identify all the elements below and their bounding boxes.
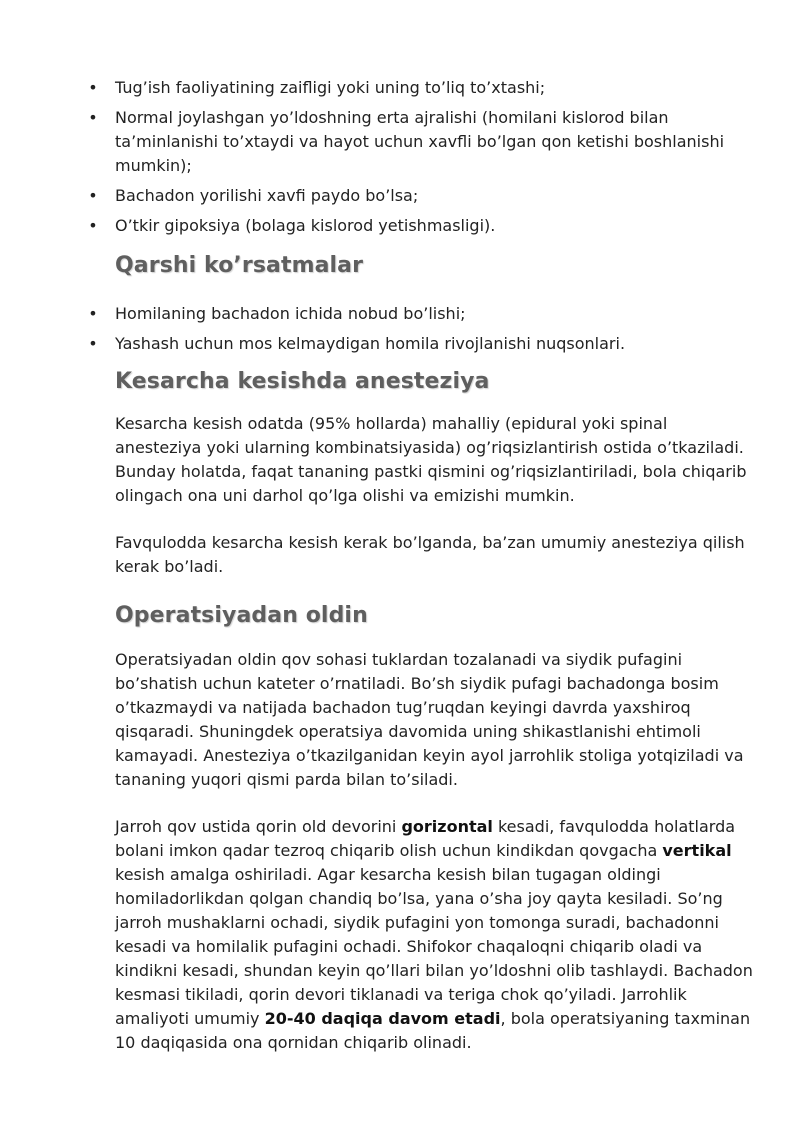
- list-item: [88, 332, 768, 356]
- procedure-text: kesish amalga oshiriladi. Agar kesarcha kesish bilan tugagan oldingi homiladorlikdan qolgan chandiq bo’lsa, yana o’sha joy qayta kesiladi. So’ng jarroh mushaklarni ochadi, siydik pufagini yon tomonga suradi, bachadonni kesadi va homilalik pufagini ochadi. Shifokor chaqaloqni chiqarib oladi va kindikni kesadi, shundan keyin qo’llari bilan yo’ldoshni olib tashlaydi. Bachadon kesmasi tikiladi, qorin devori tiklanadi va teriga chok qo’yiladi. Jarrohlik amaliyoti umumiy: [115, 865, 753, 1028]
- paragraph-anesthesia: Kesarcha kesish odatda (95% hollarda) mahalliy (epidural yoki spinal anesteziya yoki ularning kombinatsiyasida) og’riqsizlantirish ostida o’tkaziladi. Bunday holatda, faqat tananing pastki qismini og’riqsizlantiriladi, bola chiqarib olingach ona uni darhol qo’lga olishi va emizishi mumkin.: [115, 414, 747, 505]
- bullet-icon: •: [88, 186, 98, 205]
- list-item: [88, 106, 768, 178]
- emphasis-duration: 20-40 daqiqa davom etadi: [264, 1009, 501, 1028]
- emphasis-vertical: vertikal: [662, 841, 732, 860]
- section-heading-contraindications: Qarshi ko’rsatmalar: [115, 253, 364, 278]
- list-item-text: Homilaning bachadon ichida nobud bo’lishi;: [115, 304, 466, 323]
- bullet-icon: •: [88, 304, 98, 323]
- bullet-icon: •: [88, 216, 98, 235]
- list-item-text: Normal joylashgan yo’ldoshning erta ajralishi (homilani kislorod bilan ta’minlanishi to’xtaydi va hayot uchun xavfli bo’lgan qon ketishi boshlanishi mumkin);: [115, 108, 725, 175]
- contraindications-list: [88, 302, 768, 362]
- paragraph-preparation: Operatsiyadan oldin qov sohasi tuklardan tozalanadi va siydik pufagini bo’shatish uchun kateter o’rnatiladi. Bo’sh siydik pufagi bachadonga bosim o’tkazmaydi va natijada bachadon tug’ruqdan keyingi davrda yaxshiroq qisqaradi. Shuningdek operatsiya davomida uning shikastlanishi ehtimoli kamayadi. Anesteziya o’tkazilganidan keyin ayol jarrohlik stoliga yotqiziladi va tananing yuqori qismi parda bilan to’siladi.: [115, 650, 744, 789]
- list-item: [88, 76, 768, 100]
- procedure-text: , bola operatsiyaning taxminan 10 daqiqasida ona qornidan chiqarib olinadi.: [115, 1009, 751, 1052]
- list-item: [88, 214, 768, 238]
- paragraph-procedure: [115, 815, 755, 1055]
- bullet-icon: •: [88, 108, 98, 127]
- list-item-text: Bachadon yorilishi xavfi paydo bo’lsa;: [115, 186, 419, 205]
- emphasis-horizontal: gorizontal: [401, 817, 493, 836]
- bullet-icon: •: [88, 78, 98, 97]
- list-item-text: Yashash uchun mos kelmaydigan homila rivojlanishi nuqsonlari.: [115, 334, 626, 353]
- section-heading-anesthesia: Kesarcha kesishda anesteziya: [115, 369, 490, 394]
- paragraph-general-anesthesia: Favqulodda kesarcha kesish kerak bo’lganda, ba’zan umumiy anesteziya qilish kerak bo’ladi.: [115, 533, 745, 576]
- list-item: [88, 184, 768, 208]
- list-item: [88, 302, 768, 326]
- procedure-text: kesadi, favqulodda holatlarda bolani imkon qadar tezroq chiqarib olish uchun kindikdan qovgacha: [115, 817, 736, 860]
- procedure-text: Jarroh qov ustida qorin old devorini: [115, 817, 402, 836]
- bullet-icon: •: [88, 334, 98, 353]
- list-item-text: O’tkir gipoksiya (bolaga kislorod yetishmasligi).: [115, 216, 496, 235]
- indications-list: [88, 76, 768, 244]
- list-item-text: Tug’ish faoliyatining zaifligi yoki uning to’liq to’xtashi;: [115, 78, 546, 97]
- section-heading-before-operation: Operatsiyadan oldin: [115, 603, 368, 628]
